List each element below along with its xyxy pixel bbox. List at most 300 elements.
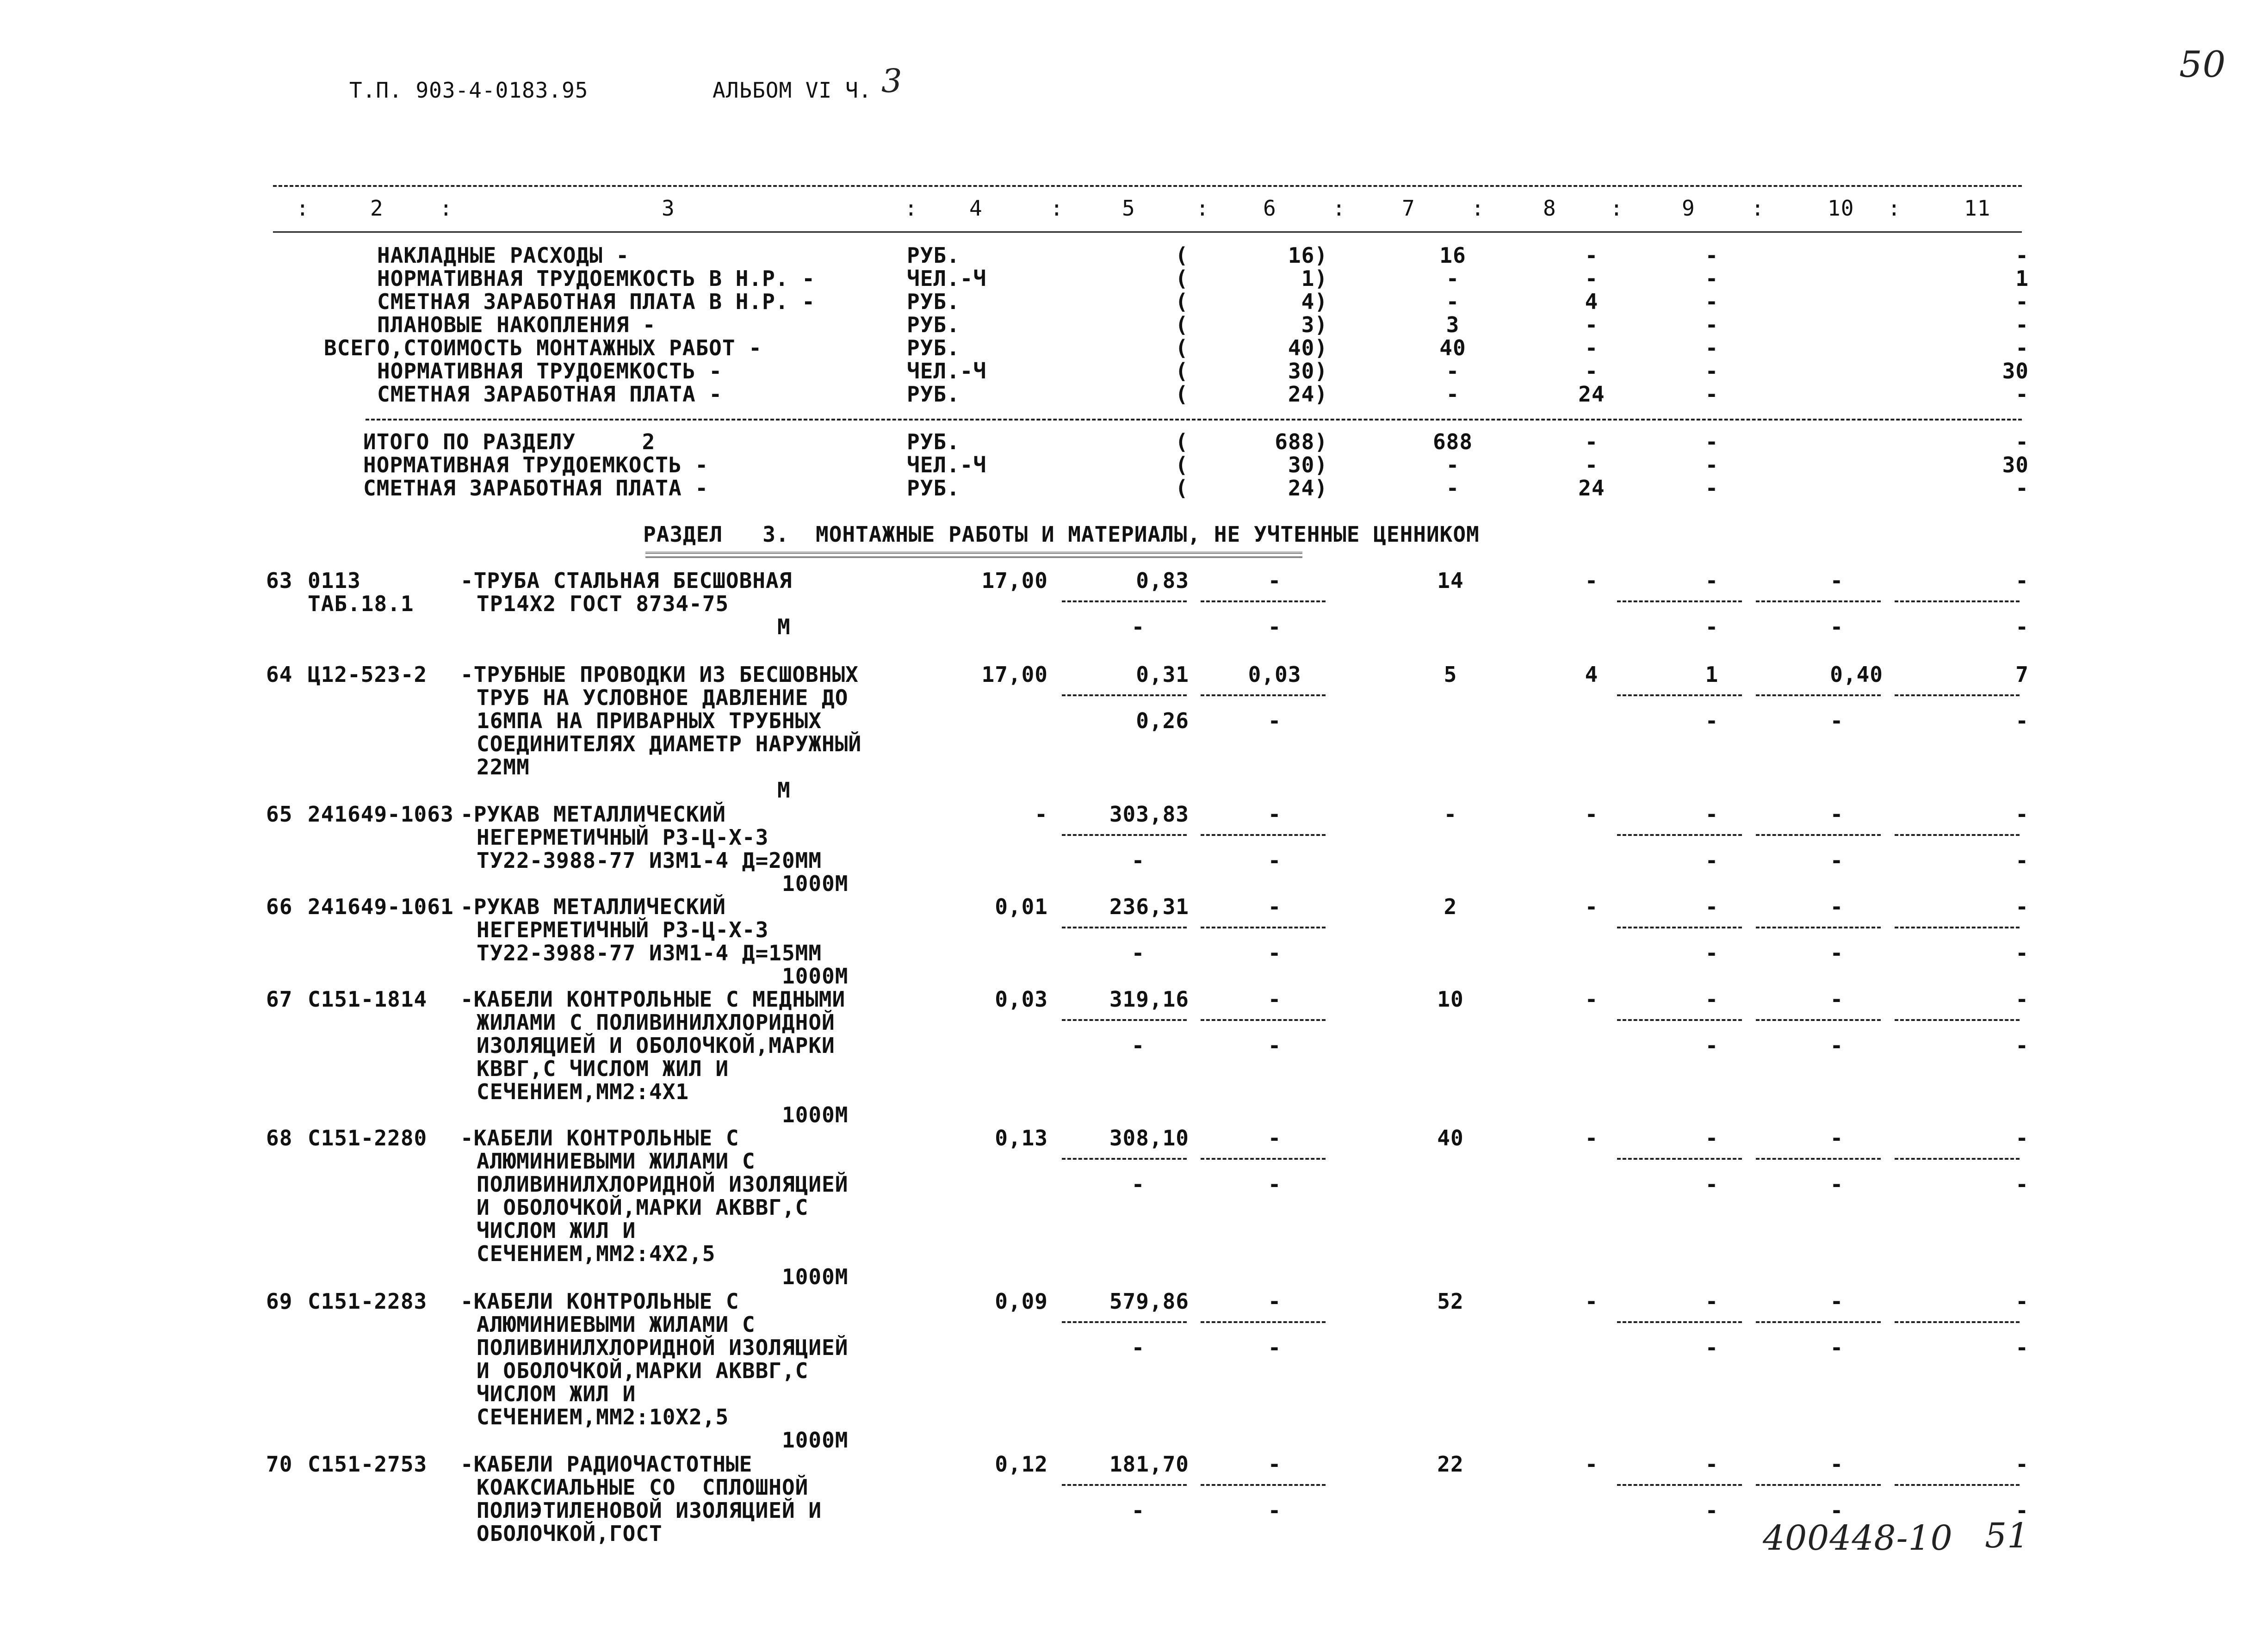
section-title: РАЗДЕЛ 3. МОНТАЖНЫЕ РАБОТЫ И МАТЕРИАЛЫ, НЕ УЧТЕННЫЕ ЦЕННИКОМ: [643, 522, 1480, 547]
item-col9: -: [1705, 568, 1719, 593]
item-col8: -: [1585, 1452, 1599, 1477]
item-code-table: ТАБ.18.1: [308, 591, 414, 616]
item-split-rule-11: [1895, 927, 2020, 928]
item-lower-col6: -: [1268, 708, 1282, 733]
item-lower-col10: -: [1830, 848, 1844, 873]
item-col4-quantity: 0,13: [995, 1126, 1048, 1150]
item-split-rule-6: [1201, 694, 1326, 696]
item-lower-col6: -: [1268, 848, 1282, 873]
item-col8: -: [1585, 987, 1599, 1012]
item-split-rule-10: [1756, 694, 1881, 696]
cost-row-col9: -: [1705, 359, 1719, 383]
header-rule-top: [273, 185, 2022, 187]
section-total-unit: ЧЕЛ.-Ч: [907, 452, 987, 477]
item-code: С151-2753: [308, 1452, 428, 1477]
item-description: ТРУБ НА УСЛОВНОЕ ДАВЛЕНИЕ ДО: [477, 685, 849, 710]
item-description: -ТРУБА СТАЛЬНАЯ БЕСШОВНАЯ: [460, 568, 793, 593]
item-description: КОАКСИАЛЬНЫЕ СО СПЛОШНОЙ: [477, 1475, 809, 1500]
item-lower-col10: -: [1830, 614, 1844, 639]
item-lower-col10: -: [1830, 708, 1844, 733]
item-split-rule-5: [1062, 600, 1187, 602]
item-description: ОБОЛОЧКОЙ,ГОСТ: [477, 1521, 663, 1546]
cost-row-paren: (: [1175, 266, 1189, 291]
item-description: СЕЧЕНИЕМ,ММ2:4Х1: [477, 1079, 689, 1104]
item-col6: -: [1268, 802, 1282, 827]
item-col7: 52: [1437, 1289, 1464, 1314]
column-header: :: [1471, 196, 1485, 221]
item-lower-col10: -: [1830, 1033, 1844, 1058]
item-description: НЕГЕРМЕТИЧНЫЙ РЗ-Ц-Х-3: [477, 825, 769, 850]
cost-row-label: СМЕТНАЯ ЗАРАБОТНАЯ ПЛАТА В Н.Р. -: [377, 289, 815, 314]
item-col9: -: [1705, 987, 1719, 1012]
item-unit: М: [777, 778, 791, 803]
column-header: :: [1751, 196, 1765, 221]
item-lower-col6: -: [1268, 614, 1282, 639]
section-total-col6: 30): [1288, 452, 1328, 477]
cost-row-col7: -: [1446, 382, 1460, 407]
item-lower-col9: -: [1705, 1335, 1719, 1360]
item-col6: 0,03: [1248, 662, 1301, 687]
cost-row-col6: 4): [1301, 289, 1328, 314]
item-description: ТУ22-3988-77 ИЗМ1-4 Д=15ММ: [477, 940, 822, 965]
cost-row-col11: 1: [2015, 266, 2029, 291]
item-col9: -: [1705, 1452, 1719, 1477]
cost-row-col8: -: [1585, 335, 1599, 360]
cost-row-col6: 24): [1288, 382, 1328, 407]
item-col8: -: [1585, 894, 1599, 919]
item-description: И ОБОЛОЧКОЙ,МАРКИ АКВВГ,С: [477, 1195, 809, 1220]
item-lower-col5: -: [1131, 848, 1145, 873]
item-description: -КАБЕЛИ РАДИОЧАСТОТНЫЕ: [460, 1452, 753, 1477]
cost-row-paren: (: [1175, 382, 1189, 407]
item-split-rule-6: [1201, 1158, 1326, 1160]
item-col7: 22: [1437, 1452, 1464, 1477]
item-col10: -: [1830, 1289, 1844, 1314]
column-header: :: [905, 196, 918, 221]
section-total-col8: 24: [1578, 476, 1605, 501]
document-code: Т.П. 903-4-0183.95: [349, 78, 589, 103]
column-header: :: [1610, 196, 1624, 221]
item-lower-col11: -: [2015, 614, 2029, 639]
item-col6: -: [1268, 1289, 1282, 1314]
item-lower-col10: -: [1830, 1335, 1844, 1360]
cost-row-col9: -: [1705, 266, 1719, 291]
item-description: СЕЧЕНИЕМ,ММ2:4Х2,5: [477, 1241, 716, 1266]
column-header: 4: [969, 196, 983, 221]
cost-row-paren: (: [1175, 335, 1189, 360]
item-col7: 10: [1437, 987, 1464, 1012]
item-split-rule-11: [1895, 1321, 2020, 1323]
cost-row-unit: ЧЕЛ.-Ч: [907, 266, 987, 291]
item-col4-quantity: 0,12: [995, 1452, 1048, 1477]
item-split-rule-10: [1756, 1019, 1881, 1021]
item-split-rule-5: [1062, 694, 1187, 696]
column-header: :: [1332, 196, 1346, 221]
item-col5-price: 579,86: [1109, 1289, 1189, 1314]
cost-row-col6: 30): [1288, 359, 1328, 383]
cost-row-label: ПЛАНОВЫЕ НАКОПЛЕНИЯ -: [377, 312, 656, 337]
item-col10: -: [1830, 1126, 1844, 1150]
item-split-rule-11: [1895, 694, 2020, 696]
item-col6: -: [1268, 1452, 1282, 1477]
item-col8: -: [1585, 1126, 1599, 1150]
item-col11: -: [2015, 894, 2029, 919]
item-split-rule-11: [1895, 1158, 2020, 1160]
item-col6: -: [1268, 987, 1282, 1012]
item-lower-col10: -: [1830, 1172, 1844, 1197]
item-col9: -: [1705, 802, 1719, 827]
cost-row-paren: (: [1175, 359, 1189, 383]
cost-row-col6: 1): [1301, 266, 1328, 291]
item-col9: -: [1705, 1289, 1719, 1314]
cost-row-col11: -: [2015, 335, 2029, 360]
item-lower-col9: -: [1705, 708, 1719, 733]
column-header: 6: [1263, 196, 1277, 221]
item-description: -ТРУБНЫЕ ПРОВОДКИ ИЗ БЕСШОВНЫХ: [460, 662, 859, 687]
page-mark-handwritten: 50: [2179, 44, 2226, 86]
section-total-label: ИТОГО ПО РАЗДЕЛУ 2: [363, 429, 656, 454]
item-split-rule-9: [1617, 1484, 1742, 1486]
item-description: ЧИСЛОМ ЖИЛ И: [477, 1381, 636, 1406]
item-col11: -: [2015, 1289, 2029, 1314]
item-description: ПОЛИВИНИЛХЛОРИДНОЙ ИЗОЛЯЦИЕЙ: [477, 1172, 849, 1197]
cost-row-label: СМЕТНАЯ ЗАРАБОТНАЯ ПЛАТА -: [377, 382, 723, 407]
cost-row-col11: -: [2015, 312, 2029, 337]
section-total-paren: (: [1175, 476, 1189, 501]
cost-row-unit: РУБ.: [907, 335, 960, 360]
item-col11: -: [2015, 1452, 2029, 1477]
item-description: ЧИСЛОМ ЖИЛ И: [477, 1218, 636, 1243]
item-unit: М: [777, 614, 791, 639]
header-rule-bottom: [273, 231, 2022, 233]
item-split-rule-11: [1895, 1484, 2020, 1486]
column-header: 2: [370, 196, 384, 221]
item-description: ЖИЛАМИ С ПОЛИВИНИЛХЛОРИДНОЙ: [477, 1010, 835, 1035]
section-total-paren: (: [1175, 429, 1189, 454]
item-split-rule-5: [1062, 1321, 1187, 1323]
item-col4-quantity: -: [1035, 802, 1048, 827]
item-description: СОЕДИНИТЕЛЯХ ДИАМЕТР НАРУЖНЫЙ: [477, 731, 862, 756]
album-part-handwritten: 3: [881, 62, 903, 100]
cost-row-col6: 3): [1301, 312, 1328, 337]
section-total-label: СМЕТНАЯ ЗАРАБОТНАЯ ПЛАТА -: [363, 476, 709, 501]
item-col8: -: [1585, 1289, 1599, 1314]
item-lower-col5: -: [1131, 614, 1145, 639]
item-description: ПОЛИВИНИЛХЛОРИДНОЙ ИЗОЛЯЦИЕЙ: [477, 1335, 849, 1360]
item-number: 70: [266, 1452, 293, 1477]
section-total-rule: [366, 419, 2022, 421]
cost-row-unit: РУБ.: [907, 289, 960, 314]
item-description: 16МПА НА ПРИВАРНЫХ ТРУБНЫХ: [477, 708, 822, 733]
section-total-col8: -: [1585, 429, 1599, 454]
section-total-col9: -: [1705, 429, 1719, 454]
item-split-rule-10: [1756, 927, 1881, 928]
item-split-rule-5: [1062, 1019, 1187, 1021]
item-split-rule-9: [1617, 927, 1742, 928]
item-description: И ОБОЛОЧКОЙ,МАРКИ АКВВГ,С: [477, 1358, 809, 1383]
item-split-rule-5: [1062, 927, 1187, 928]
item-col8: 4: [1585, 662, 1599, 687]
item-lower-col11: -: [2015, 1172, 2029, 1197]
item-split-rule-6: [1201, 927, 1326, 928]
section-total-col11: -: [2015, 429, 2029, 454]
item-number: 65: [266, 802, 293, 827]
cost-row-unit: РУБ.: [907, 243, 960, 268]
item-split-rule-11: [1895, 834, 2020, 836]
section-total-unit: РУБ.: [907, 429, 960, 454]
item-col4-quantity: 0,01: [995, 894, 1048, 919]
column-header: 11: [1964, 196, 1991, 221]
item-description: АЛЮМИНИЕВЫМИ ЖИЛАМИ С: [477, 1149, 756, 1174]
item-split-rule-6: [1201, 1019, 1326, 1021]
column-header: :: [1196, 196, 1209, 221]
item-lower-col6: -: [1268, 1498, 1282, 1523]
column-header: :: [440, 196, 453, 221]
column-header: :: [1050, 196, 1064, 221]
item-lower-col5: -: [1131, 1498, 1145, 1523]
archive-stamp-handwritten: 400448-10: [1763, 1518, 1953, 1558]
item-col7: 2: [1444, 894, 1457, 919]
cost-row-col8: 24: [1578, 382, 1605, 407]
item-lower-col11: -: [2015, 708, 2029, 733]
item-col10: -: [1830, 1452, 1844, 1477]
cost-row-col9: -: [1705, 312, 1719, 337]
item-split-rule-10: [1756, 1158, 1881, 1160]
item-col11: -: [2015, 802, 2029, 827]
cost-row-paren: (: [1175, 243, 1189, 268]
cost-row-paren: (: [1175, 289, 1189, 314]
item-lower-col11: -: [2015, 848, 2029, 873]
item-col11: -: [2015, 987, 2029, 1012]
item-description: -КАБЕЛИ КОНТРОЛЬНЫЕ С МЕДНЫМИ: [460, 987, 846, 1012]
column-header: 8: [1543, 196, 1556, 221]
item-lower-col9: -: [1705, 1033, 1719, 1058]
item-lower-col5: -: [1131, 940, 1145, 965]
item-lower-col6: -: [1268, 1172, 1282, 1197]
item-split-rule-6: [1201, 1321, 1326, 1323]
item-number: 68: [266, 1126, 293, 1150]
item-code: 241649-1063: [308, 802, 454, 827]
item-code: С151-1814: [308, 987, 428, 1012]
item-unit: 1000М: [782, 1102, 849, 1127]
item-lower-col9: -: [1705, 1498, 1719, 1523]
item-code: 241649-1061: [308, 894, 454, 919]
column-header: :: [1888, 196, 1901, 221]
cost-row-col8: -: [1585, 266, 1599, 291]
item-description: ПОЛИЭТИЛЕНОВОЙ ИЗОЛЯЦИЕЙ И: [477, 1498, 822, 1523]
cost-row-unit: РУБ.: [907, 312, 960, 337]
item-split-rule-6: [1201, 834, 1326, 836]
item-lower-col6: -: [1268, 940, 1282, 965]
item-description: ТР14Х2 ГОСТ 8734-75: [477, 591, 729, 616]
column-header: 3: [662, 196, 675, 221]
section-total-paren: (: [1175, 452, 1189, 477]
item-col7: 5: [1444, 662, 1457, 687]
item-col10: -: [1830, 802, 1844, 827]
item-col6: -: [1268, 568, 1282, 593]
item-col7: -: [1444, 802, 1457, 827]
item-code: С151-2283: [308, 1289, 428, 1314]
item-split-rule-9: [1617, 834, 1742, 836]
item-col11: 7: [2015, 662, 2029, 687]
cost-row-col9: -: [1705, 289, 1719, 314]
item-number: 64: [266, 662, 293, 687]
item-split-rule-10: [1756, 1484, 1881, 1486]
cost-row-unit: РУБ.: [907, 382, 960, 407]
item-split-rule-9: [1617, 1158, 1742, 1160]
cost-row-col7: 16: [1439, 243, 1466, 268]
item-description: СЕЧЕНИЕМ,ММ2:10Х2,5: [477, 1404, 729, 1429]
item-col10: -: [1830, 568, 1844, 593]
item-lower-col5: -: [1131, 1172, 1145, 1197]
item-col10: -: [1830, 987, 1844, 1012]
section-total-col11: 30: [2002, 452, 2029, 477]
item-col10: 0,40: [1830, 662, 1883, 687]
item-description: -РУКАВ МЕТАЛЛИЧЕСКИЙ: [460, 894, 726, 919]
item-col5-price: 303,83: [1109, 802, 1189, 827]
cost-row-col11: -: [2015, 289, 2029, 314]
item-lower-col10: -: [1830, 940, 1844, 965]
item-unit: 1000М: [782, 871, 849, 896]
cost-row-col7: -: [1446, 359, 1460, 383]
column-header: :: [296, 196, 310, 221]
item-description: -КАБЕЛИ КОНТРОЛЬНЫЕ С: [460, 1289, 739, 1314]
item-col5-price: 0,31: [1136, 662, 1189, 687]
item-code: 0113: [308, 568, 361, 593]
item-split-rule-5: [1062, 1158, 1187, 1160]
cost-row-unit: ЧЕЛ.-Ч: [907, 359, 987, 383]
item-col8: -: [1585, 802, 1599, 827]
item-split-rule-9: [1617, 1019, 1742, 1021]
cost-row-col7: 3: [1446, 312, 1460, 337]
item-split-rule-5: [1062, 834, 1187, 836]
cost-row-col11: -: [2015, 243, 2029, 268]
cost-row-label: НАКЛАДНЫЕ РАСХОДЫ -: [377, 243, 630, 268]
cost-row-col9: -: [1705, 335, 1719, 360]
item-col4-quantity: 17,00: [981, 568, 1048, 593]
item-col5-price: 0,83: [1136, 568, 1189, 593]
section-title-underline: [645, 552, 1302, 558]
item-lower-col6: -: [1268, 1335, 1282, 1360]
item-col6: -: [1268, 1126, 1282, 1150]
cost-row-col7: -: [1446, 289, 1460, 314]
item-col11: -: [2015, 1126, 2029, 1150]
item-description: АЛЮМИНИЕВЫМИ ЖИЛАМИ С: [477, 1312, 756, 1337]
cost-row-col6: 16): [1288, 243, 1328, 268]
item-split-rule-10: [1756, 1321, 1881, 1323]
item-split-rule-6: [1201, 600, 1326, 602]
column-header: 5: [1122, 196, 1135, 221]
item-split-rule-9: [1617, 694, 1742, 696]
section-total-label: НОРМАТИВНАЯ ТРУДОЕМКОСТЬ -: [363, 452, 709, 477]
item-col9: 1: [1705, 662, 1719, 687]
item-lower-col11: -: [2015, 940, 2029, 965]
column-header: 9: [1682, 196, 1695, 221]
item-split-rule-6: [1201, 1484, 1326, 1486]
item-col11: -: [2015, 568, 2029, 593]
cost-row-col11: -: [2015, 382, 2029, 407]
item-lower-col9: -: [1705, 848, 1719, 873]
column-header: 10: [1828, 196, 1854, 221]
item-col10: -: [1830, 894, 1844, 919]
item-unit: 1000М: [782, 1264, 849, 1289]
item-code: Ц12-523-2: [308, 662, 428, 687]
section-total-col9: -: [1705, 476, 1719, 501]
item-split-rule-5: [1062, 1484, 1187, 1486]
item-lower-col11: -: [2015, 1033, 2029, 1058]
item-lower-col5: 0,26: [1136, 708, 1189, 733]
cost-row-label: ВСЕГО,СТОИМОСТЬ МОНТАЖНЫХ РАБОТ -: [324, 335, 762, 360]
item-lower-col9: -: [1705, 940, 1719, 965]
item-number: 69: [266, 1289, 293, 1314]
section-total-col7: -: [1446, 476, 1460, 501]
item-split-rule-10: [1756, 834, 1881, 836]
item-number: 66: [266, 894, 293, 919]
cost-row-col9: -: [1705, 382, 1719, 407]
item-description: 22ММ: [477, 755, 530, 779]
cost-row-label: НОРМАТИВНАЯ ТРУДОЕМКОСТЬ В Н.Р. -: [377, 266, 815, 291]
sheet-number-handwritten: 51: [1985, 1516, 2030, 1556]
item-col4-quantity: 17,00: [981, 662, 1048, 687]
cost-row-col6: 40): [1288, 335, 1328, 360]
item-lower-col9: -: [1705, 1172, 1719, 1197]
item-lower-col9: -: [1705, 614, 1719, 639]
cost-row-label: НОРМАТИВНАЯ ТРУДОЕМКОСТЬ -: [377, 359, 723, 383]
item-unit: 1000М: [782, 964, 849, 989]
item-col9: -: [1705, 1126, 1719, 1150]
item-col4-quantity: 0,03: [995, 987, 1048, 1012]
cost-row-col8: -: [1585, 312, 1599, 337]
cost-row-col9: -: [1705, 243, 1719, 268]
section-total-col7: 688: [1432, 429, 1473, 454]
cost-row-col7: 40: [1439, 335, 1466, 360]
item-col7: 14: [1437, 568, 1464, 593]
item-lower-col11: -: [2015, 1498, 2029, 1523]
cost-row-col11: 30: [2002, 359, 2029, 383]
section-total-unit: РУБ.: [907, 476, 960, 501]
item-description: ТУ22-3988-77 ИЗМ1-4 Д=20ММ: [477, 848, 822, 873]
column-header: 7: [1402, 196, 1415, 221]
item-col5-price: 236,31: [1109, 894, 1189, 919]
item-split-rule-9: [1617, 600, 1742, 602]
item-number: 67: [266, 987, 293, 1012]
item-col8: -: [1585, 568, 1599, 593]
cost-row-paren: (: [1175, 312, 1189, 337]
item-description: -РУКАВ МЕТАЛЛИЧЕСКИЙ: [460, 802, 726, 827]
cost-row-col7: -: [1446, 266, 1460, 291]
cost-row-col8: -: [1585, 243, 1599, 268]
section-total-col11: -: [2015, 476, 2029, 501]
item-col7: 40: [1437, 1126, 1464, 1150]
section-total-col8: -: [1585, 452, 1599, 477]
item-col4-quantity: 0,09: [995, 1289, 1048, 1314]
item-lower-col6: -: [1268, 1033, 1282, 1058]
item-lower-col5: -: [1131, 1335, 1145, 1360]
album-label: АЛЬБОМ VI Ч.: [713, 78, 872, 103]
item-split-rule-11: [1895, 600, 2020, 602]
item-col5-price: 308,10: [1109, 1126, 1189, 1150]
item-col5-price: 319,16: [1109, 987, 1189, 1012]
item-split-rule-9: [1617, 1321, 1742, 1323]
section-total-col9: -: [1705, 452, 1719, 477]
item-code: С151-2280: [308, 1126, 428, 1150]
item-lower-col5: -: [1131, 1033, 1145, 1058]
item-description: -КАБЕЛИ КОНТРОЛЬНЫЕ С: [460, 1126, 739, 1150]
item-description: НЕГЕРМЕТИЧНЫЙ РЗ-Ц-Х-3: [477, 917, 769, 942]
item-split-rule-11: [1895, 1019, 2020, 1021]
section-total-col6: 688): [1275, 429, 1328, 454]
item-unit: 1000М: [782, 1428, 849, 1453]
